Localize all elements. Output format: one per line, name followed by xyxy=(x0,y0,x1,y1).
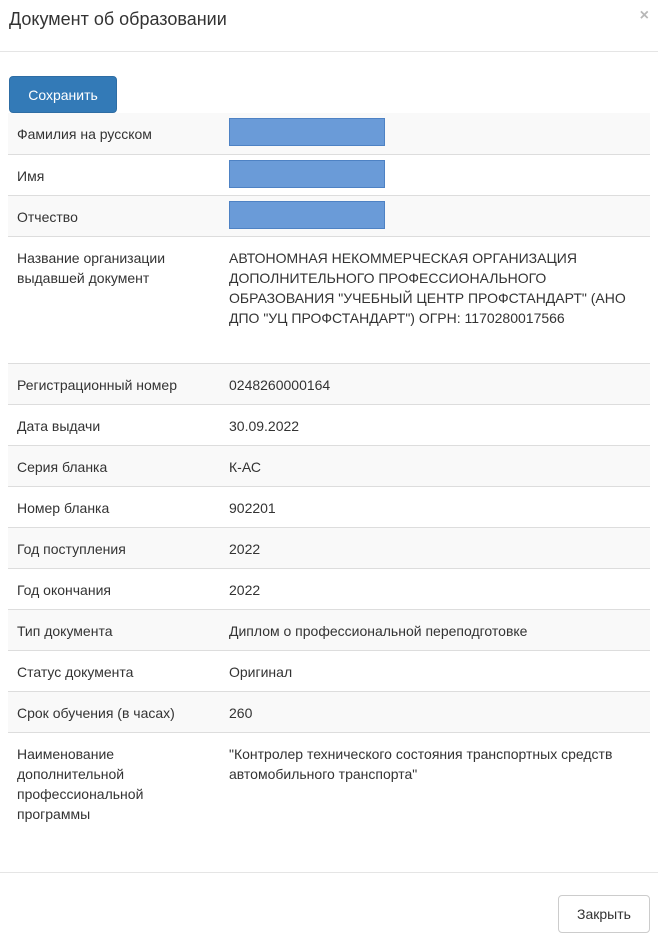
table-row xyxy=(8,404,650,445)
table-row xyxy=(8,609,650,650)
redacted-value xyxy=(229,118,385,146)
row-value xyxy=(220,154,650,195)
table-row xyxy=(8,650,650,691)
row-value: "Контролер технического состояния транспортных средств автомобильного транспорта" xyxy=(220,732,650,837)
row-label: Регистрационный номер xyxy=(8,363,220,404)
row-value: 260 xyxy=(220,691,650,732)
document-info-table xyxy=(8,113,650,837)
row-label: Название организации выдавшей документ xyxy=(8,236,220,363)
row-value: 2022 xyxy=(220,527,650,568)
row-value xyxy=(220,195,650,236)
modal-body xyxy=(0,53,658,871)
row-label: Срок обучения (в часах) xyxy=(8,691,220,732)
row-label: Фамилия на русском xyxy=(8,113,220,154)
save-button[interactable]: Сохранить xyxy=(9,76,117,113)
table-row xyxy=(8,568,650,609)
table-row xyxy=(8,527,650,568)
row-value: Оригинал xyxy=(220,650,650,691)
table-row xyxy=(8,113,650,154)
modal-title: Документ об образовании xyxy=(9,9,227,29)
row-label: Номер бланка xyxy=(8,486,220,527)
table-row xyxy=(8,732,650,837)
close-icon[interactable]: × xyxy=(639,7,649,24)
table-row xyxy=(8,363,650,404)
row-value: 30.09.2022 xyxy=(220,404,650,445)
row-label: Статус документа xyxy=(8,650,220,691)
table-row xyxy=(8,445,650,486)
table-row xyxy=(8,236,650,363)
table-row xyxy=(8,154,650,195)
row-value: 0248260000164 xyxy=(220,363,650,404)
redacted-value xyxy=(229,201,385,229)
row-label: Тип документа xyxy=(8,609,220,650)
table-row xyxy=(8,691,650,732)
row-label: Серия бланка xyxy=(8,445,220,486)
row-value: К-АС xyxy=(220,445,650,486)
row-value: АВТОНОМНАЯ НЕКОММЕРЧЕСКАЯ ОРГАНИЗАЦИЯ ДОПОЛНИТЕЛЬНОГО ПРОФЕССИОНАЛЬНОГО ОБРАЗОВАНИЯ "УЧЕБНЫЙ ЦЕНТР ПРОФСТАНДАРТ" (АНО ДПО "УЦ ПРОФСТАНДАРТ") ОГРН: 1170280017566 xyxy=(220,236,650,363)
row-label: Год поступления xyxy=(8,527,220,568)
row-value: 2022 xyxy=(220,568,650,609)
row-label: Дата выдачи xyxy=(8,404,220,445)
row-value: Диплом о профессиональной переподготовке xyxy=(220,609,650,650)
table-row xyxy=(8,486,650,527)
row-label: Наименование дополнительной профессиональной программы xyxy=(8,732,220,837)
redacted-value xyxy=(229,160,385,188)
row-label: Год окончания xyxy=(8,568,220,609)
modal-header xyxy=(0,0,658,52)
row-value: 902201 xyxy=(220,486,650,527)
table-row xyxy=(8,195,650,236)
row-value xyxy=(220,113,650,154)
modal-footer xyxy=(0,872,658,946)
row-label: Отчество xyxy=(8,195,220,236)
close-button[interactable]: Закрыть xyxy=(558,895,650,933)
row-label: Имя xyxy=(8,154,220,195)
